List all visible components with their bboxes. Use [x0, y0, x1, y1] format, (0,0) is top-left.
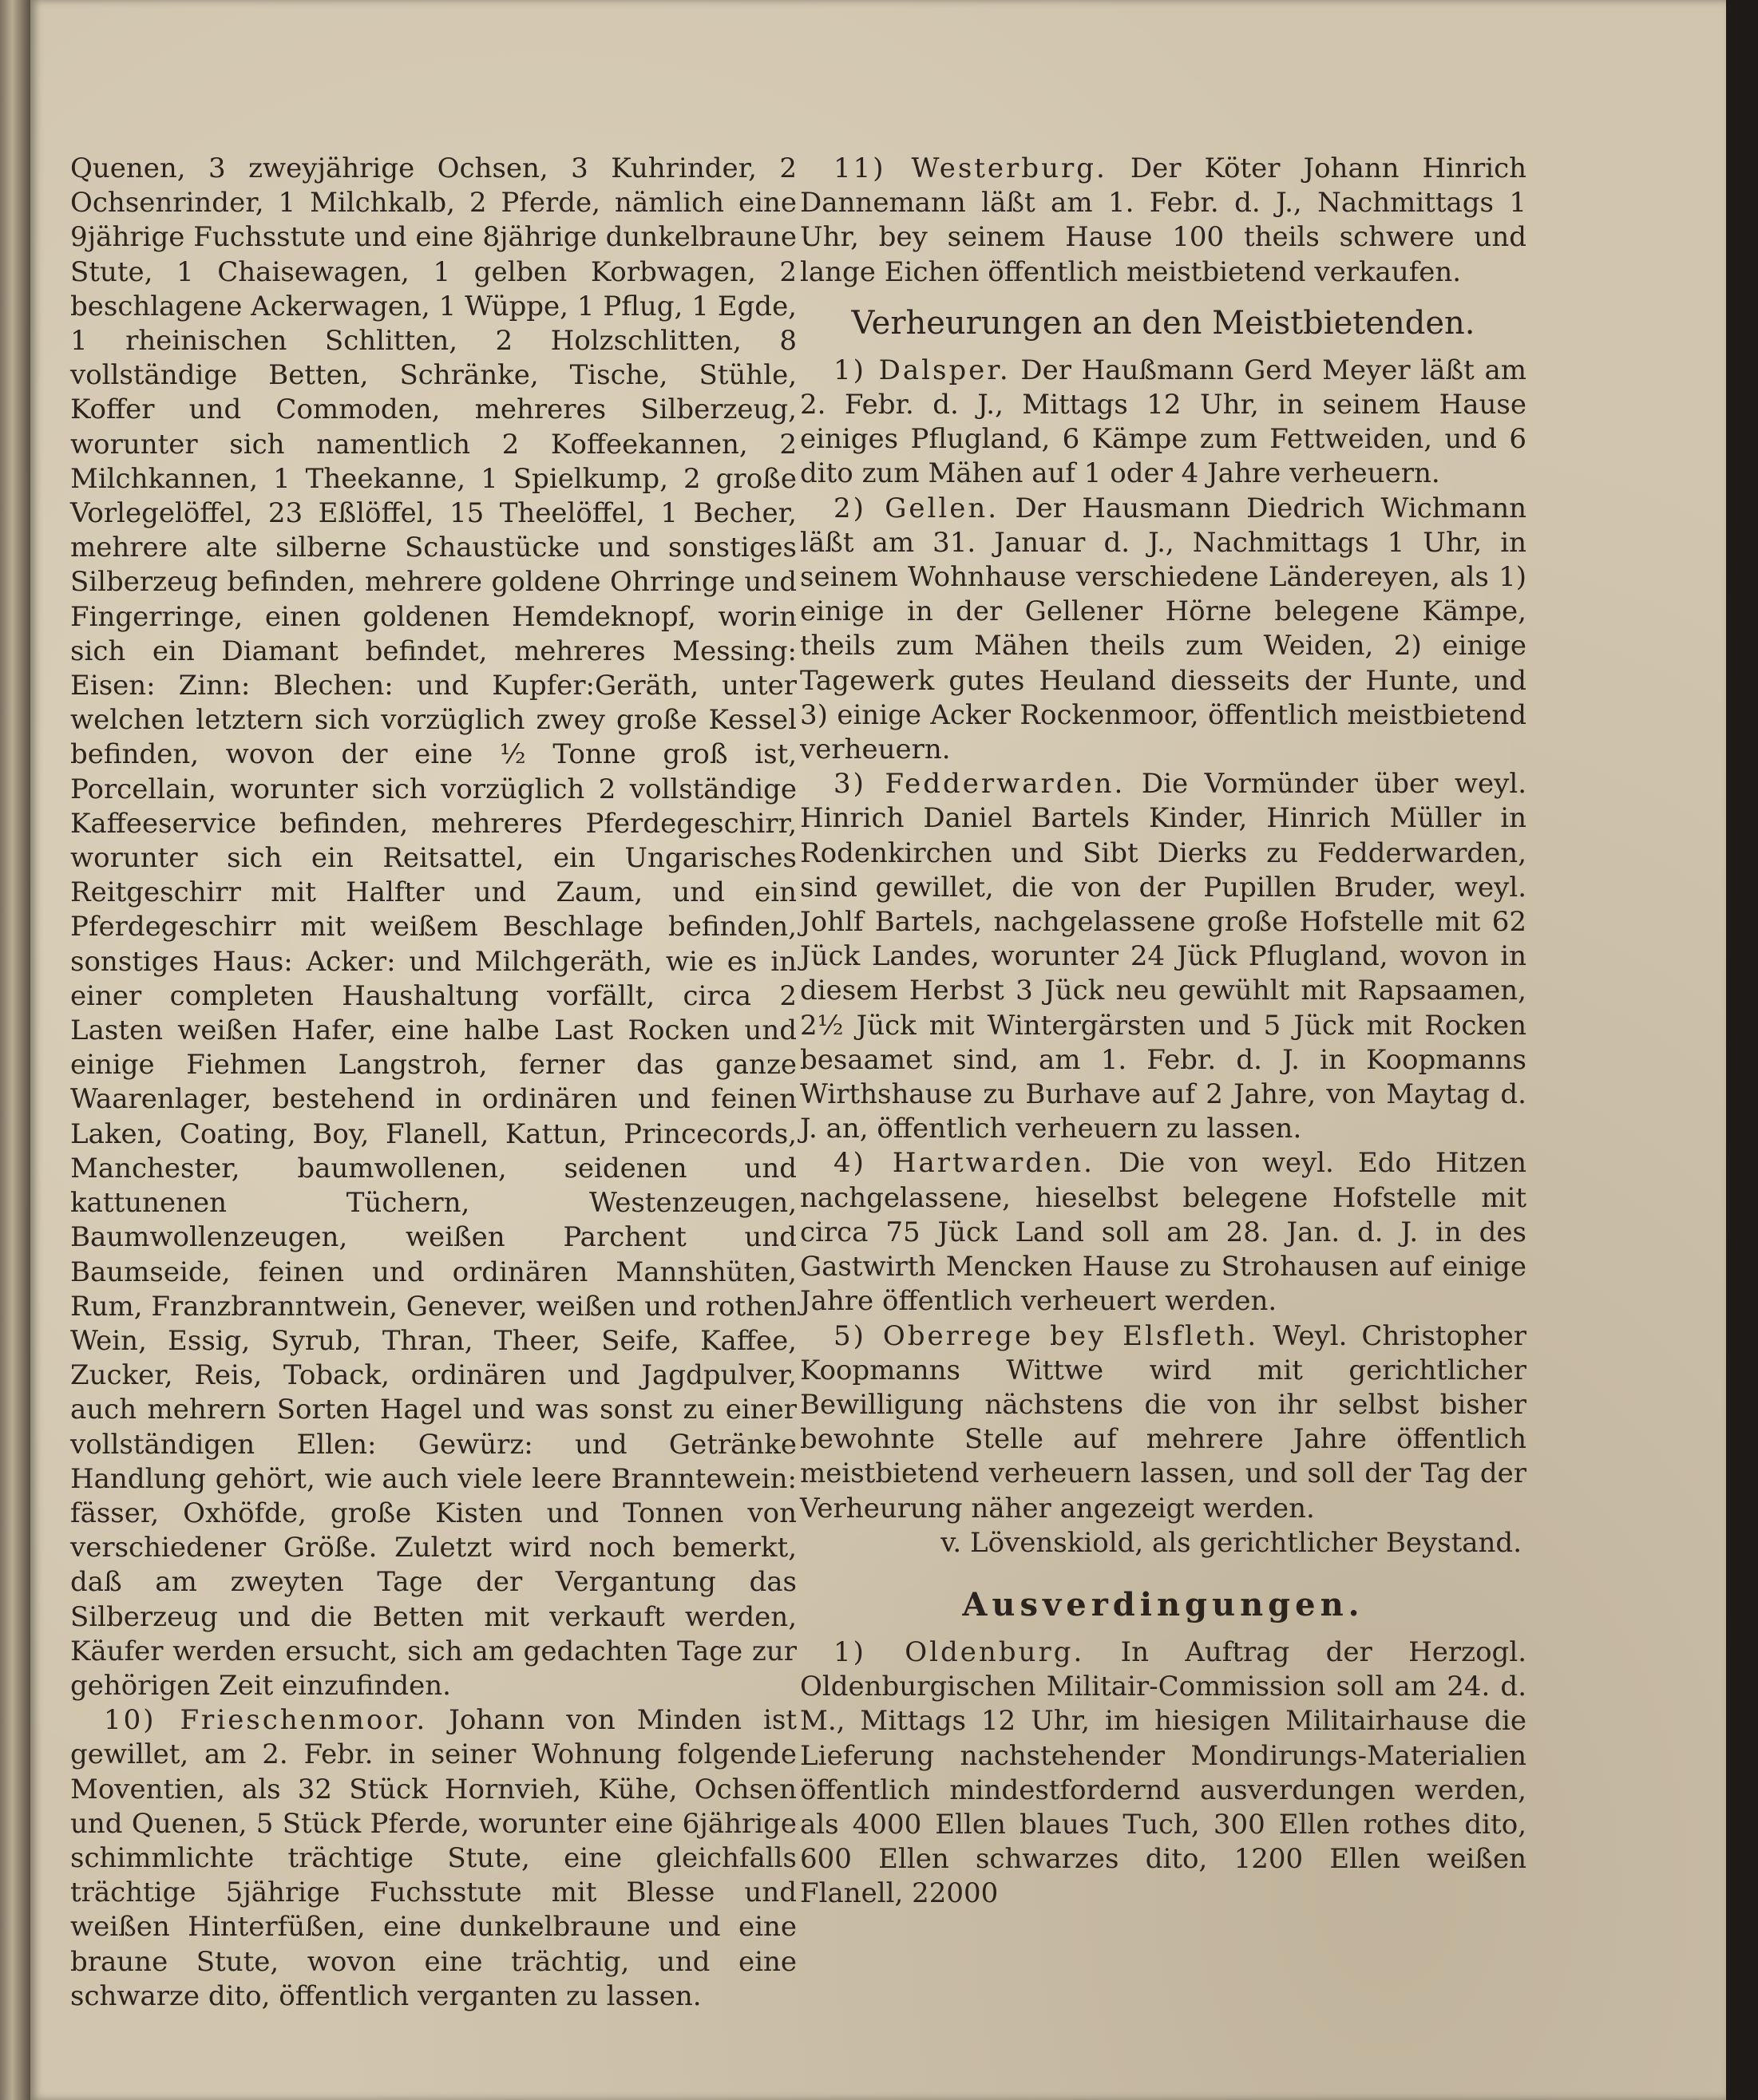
verheurung-entry-5: [800, 1319, 1526, 1526]
ausverdingung-entry-1-text: In Auftrag der Herzogl. Oldenburgischen Militair-Commission soll am 24. d. M., Mittags 12 Uhr, im hiesigen Militairhause die Lieferung nachstehender Mondirungs-Materialien öffentlich mindestfordernd ausverdungen werden, als 4000 Ellen blaues Tuch, 300 Ellen rothes dito, 600 Ellen schwarzes dito, 1200 Ellen weißen Flanell, 22000: [800, 1635, 1527, 1910]
verheurung-entry-2-text: Der Hausmann Diedrich Wichmann läßt am 31. Januar d. J., Nachmittags 1 Uhr, in seinem Wohnhause verschiedene Ländereyen, als 1) einige in der Gellener Hörne belegene Kämpe, theils zum Mähen theils zum Weiden, 2) einige Tagewerk gutes Heuland diesseits der Hunte, und 3) einige Acker Rockenmoor, öffentlich meistbietend verheuern.: [800, 492, 1527, 766]
section-heading-verheurungen: Verheurungen an den Meistbietenden.: [851, 304, 1475, 342]
verheurung-entry-1-text: Der Haußmann Gerd Meyer läßt am 2. Febr. d. J., Mittags 12 Uhr, in seinem Hause einiges Pflugland, 6 Kämpe zum Fettweiden, und 6 dito zum Mähen auf 1 oder 4 Jahre verheuern.: [800, 354, 1526, 490]
verheurung-entry-3-title: 3) Fedderwarden.: [833, 768, 1126, 801]
verheurung-entry-3: [800, 767, 1526, 1146]
entry-11-text: Der Köter Johann Hinrich Dannemann läßt am 1. Febr. d. J., Nachmittags 1 Uhr, bey seinem Hause 100 theils schwere und lange Eichen öffentlich meistbietend verkaufen.: [800, 152, 1527, 288]
left-column: [70, 152, 797, 2014]
ausverdingung-entry-1-title: 1) Oldenburg.: [833, 1635, 1085, 1668]
verheurung-entry-5-text: Weyl. Christopher Koopmanns Wittwe wird mit gerichtlicher Bewilligung nächstens die von ihr selbst bisher bewohnte Stelle auf mehrere Jahre öffentlich meistbietend verheuern lassen, und soll der Tag der Verheurung näher angezeigt werden.: [800, 1319, 1527, 1525]
verheurung-entry-2-title: 2) Gellen.: [833, 492, 1000, 524]
document-page: [30, 0, 1726, 2100]
continued-paragraph: Quenen, 3 zweyjährige Ochsen, 3 Kuhrinder, 2 Ochsenrinder, 1 Milchkalb, 2 Pferde, nämlich eine 9jährige Fuchsstute und eine 8jährige dunkelbraune Stute, 1 Chaisewagen, 1 gelben Korbwagen, 2 beschlagene Ackerwagen, 1 Wüppe, 1 Pflug, 1 Egde, 1 rheinischen Schlitten, 2 Holzschlitten, 8 vollständige Betten, Schränke, Tische, Stühle, Koffer und Commoden, mehreres Silberzeug, worunter sich namentlich 2 Koffeekannen, 2 Milchkannen, 1 Theekanne, 1 Spielkump, 2 große Vorlegelöffel, 23 Eßlöffel, 15 Theelöffel, 1 Becher, mehrere alte silberne Schaustücke und sonstiges Silberzeug befinden, mehrere goldene Ohrringe und Fingerringe, einen goldenen Hemdeknopf, worin sich ein Diamant befindet, mehreres Messing: Eisen: Zinn: Blechen: und Kupfer:Geräth, unter welchen letztern sich vorzüglich zwey große Kessel befinden, wovon der eine ½ Tonne groß ist, Porcellain, worunter sich vorzüglich 2 vollständige Kaffeeservice befinden, mehreres Pferdegeschirr, worunter sich ein Reitsattel, ein Ungarisches Reitgeschirr mit Halfter und Zaum, und ein Pferdegeschirr mit weißem Beschlage befinden, sonstiges Haus: Acker: und Milchgeräth, wie es in einer completen Haushaltung vorfällt, circa 2 Lasten weißen Hafer, eine halbe Last Rocken und einige Fiehmen Langstroh, ferner das ganze Waarenlager, bestehend in ordinären und feinen Laken, Coating, Boy, Flanell, Kattun, Princecords, Manchester, baumwollenen, seidenen und kattunenen Tüchern, Westenzeugen, Baumwollenzeugen, weißen Parchent und Baumseide, feinen und ordinären Mannshüten, Rum, Franzbranntwein, Genever, weißen und rothen Wein, Essig, Syrub, Thran, Theer, Seife, Kaffee, Zucker, Reis, Toback, ordinären und Jagdpulver, auch mehrern Sorten Hagel und was sonst zu einer vollständigen Ellen: Gewürz: und Getränke Handlung gehört, wie auch viele leere Branntewein: fässer, Oxhöfde, große Kisten und Tonnen von verschiedener Größe. Zuletzt wird noch bemerkt, daß am zweyten Tage der Vergantung das Silberzeug und die Betten mit verkauft werden, Käufer werden ersucht, sich am gedachten Tage zur gehörigen Zeit einzufinden.: [70, 152, 797, 1702]
verheurung-entry-4: [800, 1146, 1526, 1319]
verheurung-entry-4-title: 4) Hartwarden.: [833, 1147, 1095, 1180]
entry-11-title: 11) Westerburg.: [833, 152, 1107, 184]
adjacent-page-edge: [0, 0, 30, 2100]
section-heading-ausverdingungen: Ausverdingungen.: [962, 1585, 1364, 1623]
verheurung-entry-2: [800, 492, 1526, 768]
scan-background-edge: [1726, 0, 1758, 2100]
right-column: [800, 152, 1526, 1912]
verheurung-entry-3-text: Die Vormünder über weyl. Hinrich Daniel Bartels Kinder, Hinrich Müller in Rodenkirchen und Sibt Dierks zu Fedderwarden, sind gewillet, die von der Pupillen Bruder, weyl. Johlf Bartels, nachgelassene große Hofstelle mit 62 Jück Landes, worunter 24 Jück Pflugland, wovon in diesem Herbst 3 Jück neu gewühlt mit Rapsaamen, 2½ Jück mit Wintergärsten und 5 Jück mit Rocken besaamet sind, am 1. Febr. d. J. in Koopmanns Wirthshause zu Burhave auf 2 Jahre, von Maytag d. J. an, öffentlich verheuern zu lassen.: [800, 768, 1527, 1145]
entry-10-title: 10) Frieschenmoor.: [104, 1704, 428, 1737]
entry-10: [70, 1703, 797, 2014]
entry-10-text: Johann von Minden ist gewillet, am 2. Febr. in seiner Wohnung folgende Moventien, als 32 Stück Hornvieh, Kühe, Ochsen und Quenen, 5 Stück Pferde, worunter eine 6jährige schimmlichte trächtige Stute, eine gleichfalls trächtige 5jährige Fuchsstute mit Blesse und weißen Hinterfüßen, eine dunkelbraune und eine braune Stute, wovon eine trächtig, und eine schwarze dito, öffentlich verganten zu lassen.: [70, 1704, 798, 2012]
ausverdingung-entry-1: [800, 1635, 1526, 1912]
verheurung-entry-4-text: Die von weyl. Edo Hitzen nachgelassene, hieselbst belegene Hofstelle mit circa 75 Jück Land soll am 28. Jan. d. J. in des Gastwirth Mencken Hause zu Strohausen auf einige Jahre öffentlich verheuert werden.: [800, 1147, 1526, 1318]
verheurung-entry-5-title: 5) Oberrege bey Elsfleth.: [833, 1319, 1259, 1352]
entry-11: [800, 152, 1526, 290]
verheurung-entry-1: [800, 354, 1526, 492]
verheurung-entry-1-title: 1) Dalsper.: [833, 354, 1011, 386]
signature-line: v. Lövenskiold, als gerichtlicher Beystand.: [940, 1526, 1522, 1559]
